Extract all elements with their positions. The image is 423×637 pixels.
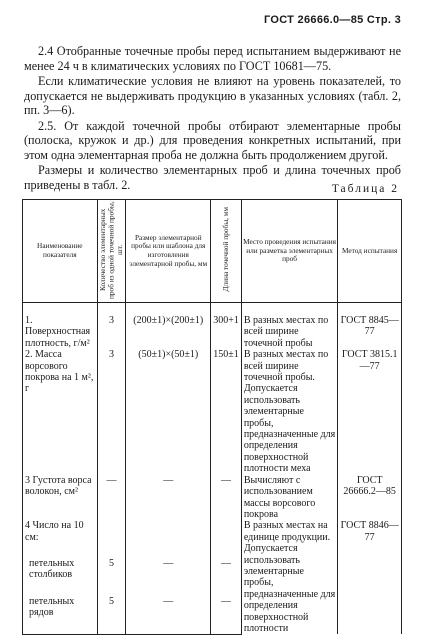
cell-name: 2. Масса ворсового покрова на 1 м², г <box>23 349 98 474</box>
body-text <box>24 44 401 193</box>
cell-size <box>126 520 211 558</box>
table-spacer-row <box>23 303 402 316</box>
cell-place: В разных местах по всей ширине точечной пробы. Допускается использовать элементарные пробы, предназначенные для определения поверхностной плотности меха <box>241 349 337 474</box>
cell-count: 3 <box>97 315 126 349</box>
cell-length: — <box>211 475 242 521</box>
cell-name: 3 Густота ворса волокон, см² <box>23 475 98 521</box>
table-row <box>23 475 402 521</box>
cell-count: 5 <box>97 596 126 635</box>
page-header: ГОСТ 26666.0—85 Стр. 3 <box>263 14 401 26</box>
cell-name: петельных рядов <box>23 596 98 635</box>
cell-count: 5 <box>97 558 126 596</box>
cell-name: петельных столбиков <box>23 558 98 596</box>
cell-count <box>97 520 126 558</box>
table-2 <box>22 199 402 635</box>
table-header-row <box>23 200 402 303</box>
column-header-count: Количество элементарных проб из одной точечной пробы, шт. <box>97 200 126 303</box>
cell-size: — <box>126 558 211 596</box>
table-row <box>23 315 402 349</box>
paragraph-2-4: 2.4 Отобранные точечные пробы перед испытанием выдерживают не менее 24 ч в климатических условиях по ГОСТ 10681—75. <box>24 44 401 73</box>
cell-method: ГОСТ 3815.1—77 <box>338 349 402 474</box>
table-row <box>23 349 402 474</box>
table-caption: Таблица 2 <box>331 183 399 195</box>
column-header-length: Длина точечной пробы, мм <box>211 200 242 303</box>
cell-method: ГОСТ 8846—77 <box>338 520 402 634</box>
cell-length: — <box>211 596 242 635</box>
cell-size: (50±1)×(50±1) <box>126 349 211 474</box>
column-header-size: Размер элементарной пробы или шаблона для изготовления элементарной пробы, мм <box>126 200 211 303</box>
cell-name: 4 Число на 10 см: <box>23 520 98 558</box>
cell-length: 300+1 <box>211 315 242 349</box>
column-header-name: Наименование показателя <box>23 200 98 303</box>
column-header-method: Метод испытания <box>338 200 402 303</box>
paragraph-climate: Если климатические условия не влияют на уровень показателей, то допускается не выдерживать продукцию в указанных условиях (табл. 2, пп. 3—6). <box>24 74 401 117</box>
cell-length: 150±1 <box>211 349 242 474</box>
paragraph-2-5: 2.5. От каждой точечной пробы отбирают элементарные пробы (полоска, кружок и др.) для проведения конкретных испытаний, при этом одна элементарная проба не должна быть продолжением другой. <box>24 118 401 162</box>
cell-size: — <box>126 596 211 635</box>
paragraph-sizes: Размеры и количество элементарных проб и длина точечных проб приведены в табл. 2. <box>24 163 401 192</box>
cell-size: (200±1)×(200±1) <box>126 315 211 349</box>
cell-place: В разных местах на единице продукции. Допускается использовать элементарные пробы, предназначенные для определения поверхностной плотности <box>241 520 337 634</box>
cell-method: ГОСТ 8845—77 <box>338 315 402 349</box>
cell-place: Вычисляют с использованием массы ворсового покрова <box>241 475 337 521</box>
cell-place: В разных местах по всей ширине точечной пробы <box>241 315 337 349</box>
cell-length <box>211 520 242 558</box>
column-header-place: Место проведения испытания или разметка элементарных проб <box>241 200 337 303</box>
cell-count: 3 <box>97 349 126 474</box>
cell-method: ГОСТ 26666.2—85 <box>338 475 402 521</box>
cell-name: 1. Поверхностная плотность, г/м² <box>23 315 98 349</box>
cell-count: — <box>97 475 126 521</box>
cell-size: — <box>126 475 211 521</box>
cell-length: — <box>211 558 242 596</box>
table-row <box>23 520 402 558</box>
